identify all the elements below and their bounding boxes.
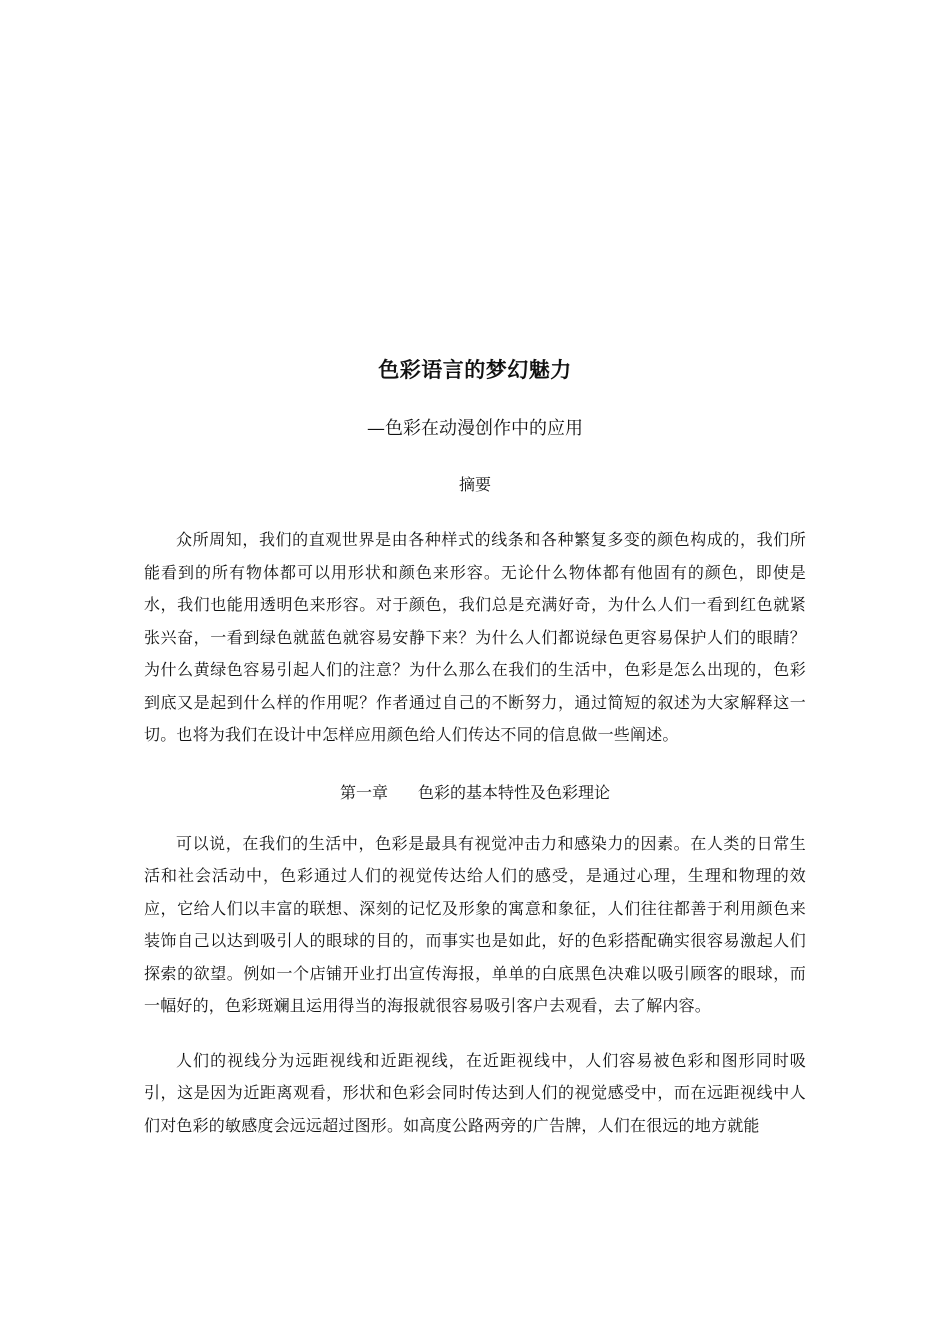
chapter-heading: [144, 780, 806, 806]
body-paragraph-1: 可以说，在我们的生活中，色彩是最具有视觉冲击力和感染力的因素。在人类的日常生活和社会活动中，色彩通过人们的视觉传达给人们的感受，是通过心理，生理和物理的效应，它给人们以丰富的联想、深刻的记忆及形象的寓意和象征，人们往往都善于利用颜色来装饰自己以达到吸引人的眼球的目的，而事实也是如此，好的色彩搭配确实很容易激起人们探索的欲望。例如一个店铺开业打出宣传海报，单单的白底黑色决难以吸引顾客的眼球，而一幅好的，色彩斑斓且运用得当的海报就很容易吸引客户去观看，去了解内容。: [144, 833, 806, 1015]
document-subtitle: —色彩在动漫创作中的应用: [367, 418, 583, 439]
abstract-paragraph: 众所周知，我们的直观世界是由各种样式的线条和各种繁复多变的颜色构成的，我们所能看到的所有物体都可以用形状和颜色来形容。无论什么物体都有他固有的颜色，即使是水，我们也能用透明色来形容。对于颜色，我们总是充满好奇，为什么人们一看到红色就紧张兴奋，一看到绿色就蓝色就容易安静下来？为什么人们都说绿色更容易保护人们的眼睛？为什么黄绿色容易引起人们的注意？为什么那么在我们的生活中，色彩是怎么出现的，色彩到底又是起到什么样的作用呢？作者通过自己的不断努力，通过简短的叙述为大家解释这一切。也将为我们在设计中怎样应用颜色给人们传达不同的信息做一些阐述。: [144, 530, 806, 744]
document-body: [144, 354, 806, 1142]
chapter-number: 第一章: [339, 782, 388, 802]
body-paragraph-2: 人们的视线分为远距视线和近距视线，在近距视线中，人们容易被色彩和图形同时吸引，这是因为近距离观看，形状和色彩会同时传达到人们的视觉感受中，而在远距视线中人们对色彩的敏感度会远远超过图形。如高度公路两旁的广告牌，人们在很远的地方就能: [144, 1050, 806, 1135]
abstract-heading: 摘要: [458, 475, 491, 494]
chapter-title: 色彩的基本特性及色彩理论: [418, 782, 611, 802]
document-title: 色彩语言的梦幻魅力: [378, 357, 572, 382]
